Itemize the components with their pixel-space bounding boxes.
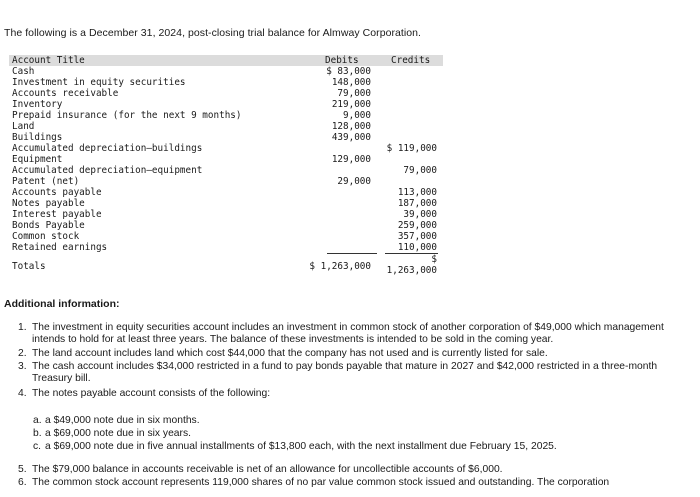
account-title: Buildings bbox=[12, 132, 63, 143]
totals-debit: $ 1,263,000 bbox=[309, 261, 371, 272]
item-number: 2. bbox=[18, 348, 27, 359]
table-row bbox=[9, 88, 443, 99]
subitem-text: a $69,000 note due in six years. bbox=[45, 428, 191, 439]
debit-amount: $ 83,000 bbox=[326, 66, 371, 77]
item-text: The common stock account represents 119,000 shares of no par value common stock issued and outstanding. The corporation bbox=[32, 477, 610, 488]
account-title: Land bbox=[12, 121, 35, 132]
table-row bbox=[9, 143, 443, 154]
table-header bbox=[9, 55, 443, 66]
header-debits: Debits bbox=[325, 55, 359, 66]
subitem-letter: b. bbox=[33, 428, 42, 439]
debit-amount: 219,000 bbox=[331, 99, 371, 110]
account-title: Equipment bbox=[12, 154, 63, 165]
account-title: Investment in equity securities bbox=[12, 77, 186, 88]
subitem-text: a $69,000 note due in five annual installments of $13,800 each, with the next installment due February 15, 2025. bbox=[45, 441, 557, 452]
item-text: The cash account includes $34,000 restricted in a fund to pay bonds payable that mature in 2027 and $42,000 restricted in a three-month Treasury bill. bbox=[32, 361, 658, 384]
credit-amount: 79,000 bbox=[403, 165, 437, 176]
debit-amount: 128,000 bbox=[331, 121, 371, 132]
item-text: The notes payable account consists of the following: bbox=[32, 388, 271, 399]
debit-amount: 79,000 bbox=[337, 88, 371, 99]
additional-info-title: Additional information: bbox=[4, 298, 120, 310]
account-title: Accounts receivable bbox=[12, 88, 119, 99]
credit-amount: 113,000 bbox=[397, 187, 437, 198]
table-body bbox=[9, 66, 443, 253]
credit-amount: 39,000 bbox=[403, 209, 437, 220]
table-row bbox=[9, 231, 443, 242]
debit-amount: 439,000 bbox=[331, 132, 371, 143]
totals-credit-symbol: $ bbox=[431, 254, 437, 265]
debit-amount: 148,000 bbox=[331, 77, 371, 88]
debit-amount: 9,000 bbox=[343, 110, 371, 121]
totals-credit: 1,263,000 bbox=[386, 265, 437, 276]
account-title: Bonds Payable bbox=[12, 220, 85, 231]
item-number: 3. bbox=[18, 361, 27, 372]
table-row bbox=[9, 99, 443, 110]
intro-text: The following is a December 31, 2024, post-closing trial balance for Almway Corporation. bbox=[4, 27, 422, 39]
table-row bbox=[9, 121, 443, 132]
debit-amount: 129,000 bbox=[331, 154, 371, 165]
credit-amount: 259,000 bbox=[397, 220, 437, 231]
account-title: Prepaid insurance (for the next 9 months) bbox=[12, 110, 242, 121]
table-row bbox=[9, 209, 443, 220]
table-row bbox=[9, 187, 443, 198]
item-number: 5. bbox=[18, 464, 27, 475]
header-credits: Credits bbox=[391, 55, 431, 66]
item-text: The land account includes land which cost $44,000 that the company has not used and is currently listed for sale. bbox=[32, 348, 548, 359]
table-row bbox=[9, 66, 443, 77]
item-text: The investment in equity securities account includes an investment in common stock of another corporation of $49,000 which management intends to hold for at least three years. The balance of these investments is intended to be sold in the coming year. bbox=[32, 322, 664, 345]
table-row bbox=[9, 132, 443, 143]
account-title: Accounts payable bbox=[12, 187, 102, 198]
account-title: Patent (net) bbox=[12, 176, 80, 187]
table-row bbox=[9, 165, 443, 176]
table-row bbox=[9, 242, 443, 253]
credit-amount: $ 119,000 bbox=[386, 143, 437, 154]
account-title: Inventory bbox=[12, 99, 63, 110]
item-number: 4. bbox=[18, 388, 27, 399]
table-row bbox=[9, 176, 443, 187]
account-title: Retained earnings bbox=[12, 242, 108, 253]
table-row bbox=[9, 220, 443, 231]
account-title: Common stock bbox=[12, 231, 80, 242]
subitem-letter: a. bbox=[33, 415, 42, 426]
table-row bbox=[9, 154, 443, 165]
credit-amount: 187,000 bbox=[397, 198, 437, 209]
totals-row bbox=[9, 253, 443, 275]
table-row bbox=[9, 198, 443, 209]
trial-balance-table bbox=[9, 55, 443, 275]
account-title: Interest payable bbox=[12, 209, 102, 220]
debit-amount: 29,000 bbox=[337, 176, 371, 187]
account-title: Notes payable bbox=[12, 198, 85, 209]
subitem-text: a $49,000 note due in six months. bbox=[45, 415, 200, 426]
account-title: Accumulated depreciation–equipment bbox=[12, 165, 203, 176]
table-row bbox=[9, 77, 443, 88]
account-title: Cash bbox=[12, 66, 35, 77]
totals-label: Totals bbox=[12, 261, 46, 272]
item-number: 6. bbox=[18, 477, 27, 488]
credit-amount: 110,000 bbox=[397, 242, 437, 253]
table-row bbox=[9, 110, 443, 121]
account-title: Accumulated depreciation–buildings bbox=[12, 143, 203, 154]
item-number: 1. bbox=[18, 322, 27, 333]
credit-amount: 357,000 bbox=[397, 231, 437, 242]
subitem-letter: c. bbox=[33, 441, 42, 452]
header-account-title: Account Title bbox=[12, 55, 85, 66]
item-text: The $79,000 balance in accounts receivable is net of an allowance for uncollectible accounts of $6,000. bbox=[32, 464, 503, 475]
